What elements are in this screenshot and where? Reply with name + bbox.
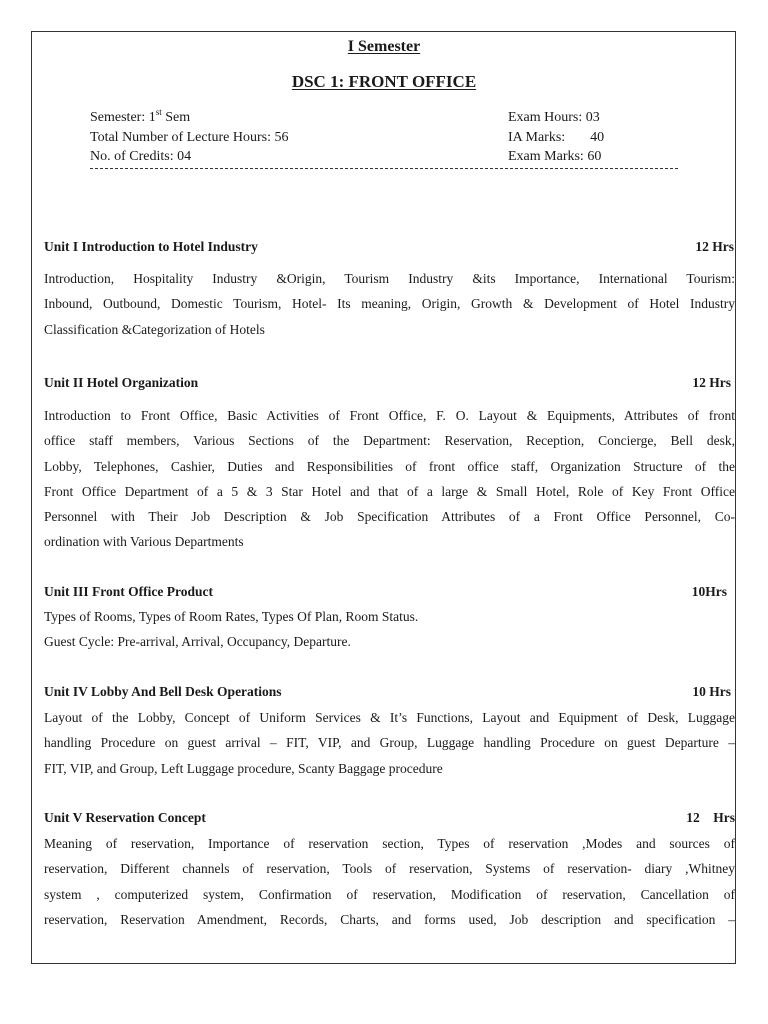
lecture-hours: Total Number of Lecture Hours: 56 [90, 130, 289, 145]
unit-4-hours: 10 Hrs [692, 684, 731, 699]
text-line: handling Procedure on guest arrival – FIT, VIP, and Group, Luggage handling Procedure on guest Departure – [44, 735, 735, 751]
unit-2-title: Unit II Hotel Organization [44, 375, 199, 390]
credits: No. of Credits: 04 [90, 149, 192, 164]
exam-hours: Exam Hours: 03 [508, 110, 600, 125]
text-line: Guest Cycle: Pre-arrival, Arrival, Occupancy, Departure. [44, 634, 351, 650]
text-line: system , computerized system, Confirmation of reservation, Modification of reservation, Cancellation of [44, 886, 735, 902]
semester-title: I Semester [347, 38, 421, 55]
unit-5-hours: 12 Hrs [686, 810, 735, 825]
unit-1-hours: 12 Hrs [695, 239, 734, 254]
unit-1-body [44, 266, 735, 342]
text-line: Meaning of reservation, Importance of reservation section, Types of reservation ,Modes and sources of [44, 836, 735, 851]
text-line: Introduction, Hospitality Industry &Origin, Tourism Industry &its Importance, International Tourism: [44, 271, 735, 286]
unit-3-hours: 10Hrs [691, 584, 727, 599]
text-line: ordination with Various Departments [44, 534, 244, 550]
text-line: office staff members, Various Sections of the Department: Reservation, Reception, Concierge, Bell desk, [44, 433, 735, 449]
text-line: Personnel with Their Job Description & Job Specification Attributes of a Front Office Personnel, Co- [44, 509, 735, 525]
unit-5-body [44, 831, 735, 932]
unit-1-title: Unit I Introduction to Hotel Industry [44, 239, 258, 254]
text-line: Classification &Categorization of Hotels [44, 321, 265, 337]
unit-2-body [44, 403, 735, 555]
dashed-divider [90, 168, 678, 169]
text-line: reservation, Different channels of reservation, Tools of reservation, Systems of reservation- diary ,Whitney [44, 861, 735, 877]
exam-marks: Exam Marks: 60 [508, 149, 602, 164]
text-line: Types of Rooms, Types of Room Rates, Types Of Plan, Room Status. [44, 609, 419, 624]
text-line: Layout of the Lobby, Concept of Uniform Services & It’s Functions, Layout and Equipment of Desk, Luggage [44, 710, 735, 725]
course-title: DSC 1: FRONT OFFICE [291, 72, 477, 91]
unit-2-hours: 12 Hrs [692, 375, 731, 390]
text-line: Inbound, Outbound, Domestic Tourism, Hotel- Its meaning, Origin, Growth & Development of Hotel Industry [44, 296, 735, 312]
text-line: reservation, Reservation Amendment, Records, Charts, and forms used, Job description and specification – [44, 911, 735, 927]
unit-4-title: Unit IV Lobby And Bell Desk Operations [44, 684, 282, 699]
text-line: Introduction to Front Office, Basic Activities of Front Office, F. O. Layout & Equipments, Attributes of front [44, 408, 735, 423]
text-line: FIT, VIP, and Group, Left Luggage procedure, Scanty Baggage procedure [44, 760, 443, 776]
unit-4-body [44, 705, 735, 781]
text-line: Lobby, Telephones, Cashier, Duties and Responsibilities of front office staff, Organization Structure of the [44, 458, 735, 474]
ia-marks: IA Marks: 40 [508, 130, 605, 145]
text-line: Front Office Department of a 5 & 3 Star Hotel and that of a large & Small Hotel, Role of Key Front Office [44, 483, 735, 499]
semester-info: Semester: 1st Sem [90, 107, 191, 125]
unit-3-title: Unit III Front Office Product [44, 584, 213, 599]
unit-5-title: Unit V Reservation Concept [44, 810, 206, 825]
unit-3-body [44, 604, 735, 655]
